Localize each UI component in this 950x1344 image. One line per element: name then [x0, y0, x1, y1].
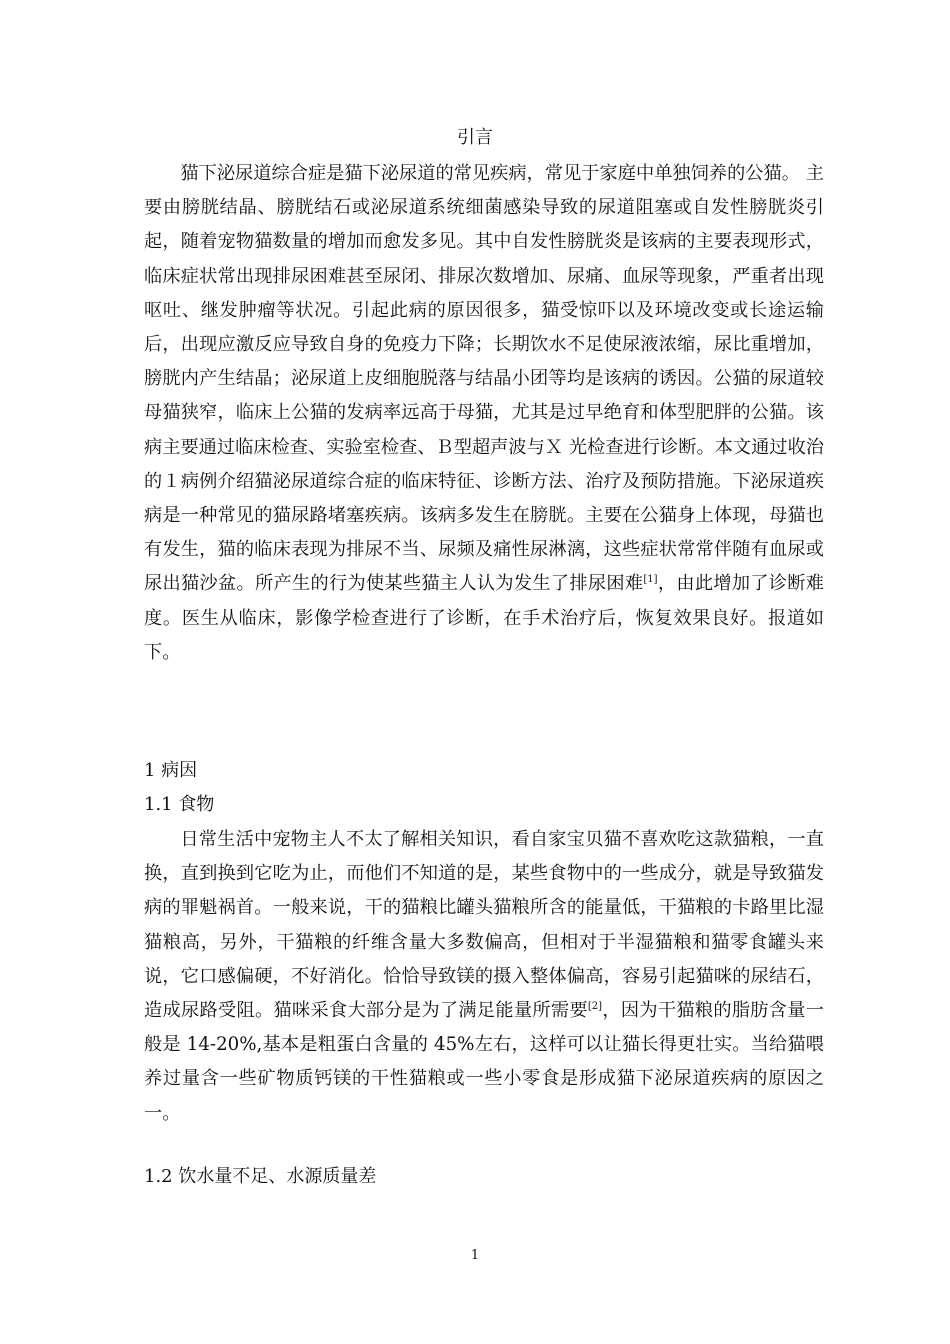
section-1-heading: 1 病因 [144, 760, 198, 781]
section-1-1-text [144, 823, 824, 1131]
section-1-2-heading: 1.2 饮水量不足、水源质量差 [144, 1166, 377, 1187]
intro-paragraph [144, 157, 824, 670]
page-title: 引言 [457, 127, 493, 148]
citation-2: [2] [587, 1000, 603, 1012]
intro-text-part2: ，由此增加了诊断难度。医生从临床，影像学检查进行了诊断，在手术治疗后，恢复效果良好。报道如下。 [144, 573, 824, 663]
page-number: 1 [470, 1248, 480, 1263]
citation-1: [1] [643, 574, 658, 586]
section-1-1-text-part1: 日常生活中宠物主人不太了解相关知识，看自家宝贝猫不喜欢吃这款猫粮，一直换，直到换到它吃为止，而他们不知道的是，某些食物中的一些成分，就是导致猫发病的罪魁祸首。一般来说，干的猫粮比罐头猫粮所含的能量低，干猫粮的卡路里比湿猫粮高，另外，干猫粮的纤维含量大多数偏高，但相对于半湿猫粮和猫零食罐头来说，它口感偏硬，不好消化。恰恰导致镁的摄入整体偏高，容易引起猫咪的尿结石，造成尿路受阻。猫咪采食大部分是为了满足能量所需要 [144, 829, 824, 1022]
section-1-1-paragraph [144, 823, 824, 1131]
intro-text-part1: 猫下泌尿道综合症是猫下泌尿道的常见疾病，常见于家庭中单独饲养的公猫。 主要由膀胱结晶、膀胱结石或泌尿道系统细菌感染导致的尿道阻塞或自发性膀胱炎引起，随着宠物猫数量的增加而愈发多见。其中自发性膀胱炎是该病的主要表现形式，临床症状常出现排尿困难甚至尿闭、排尿次数增加、尿痛、血尿等现象，严重者出现呕吐、继发肿瘤等状况。引起此病的原因很多，猫受惊吓以及环境改变或长途运输后，出现应激反应导致自身的免疫力下降；长期饮水不足使尿液浓缩，尿比重增加，膀胱内产生结晶；泌尿道上皮细胞脱落与结晶小团等均是该病的诱因。公猫的尿道较母猫狭窄，临床上公猫的发病率远高于母猫，尤其是过早绝育和体型肥胖的公猫。该病主要通过临床检查、实验室检查、Ｂ型超声波与Ｘ 光检查进行诊断。本文通过收治的１病例介绍猫泌尿道综合症的临床特征、诊断方法、治疗及预防措施。下泌尿道疾病是一种常见的猫尿路堵塞疾病。该病多发生在膀胱。主要在公猫身上体现，母猫也有发生，猫的临床表现为排尿不当、尿频及痛性尿淋漓，这些症状常常伴随有血尿或尿出猫沙盆。所产生的行为使某些猫主人认为发生了排尿困难 [144, 163, 824, 595]
intro-text [144, 157, 824, 670]
section-1-1-text-part2: ，因为干猫粮的脂肪含量一般是 14-20%,基本是粗蛋白含量的 45%左右，这样可以让猫长得更壮实。当给猫喂养过量含一些矿物质钙镁的干性猫粮或一些小零食是形成猫下泌尿道疾病的原因之一。 [144, 1000, 824, 1124]
section-1-1-heading: 1.1 食物 [144, 794, 215, 815]
